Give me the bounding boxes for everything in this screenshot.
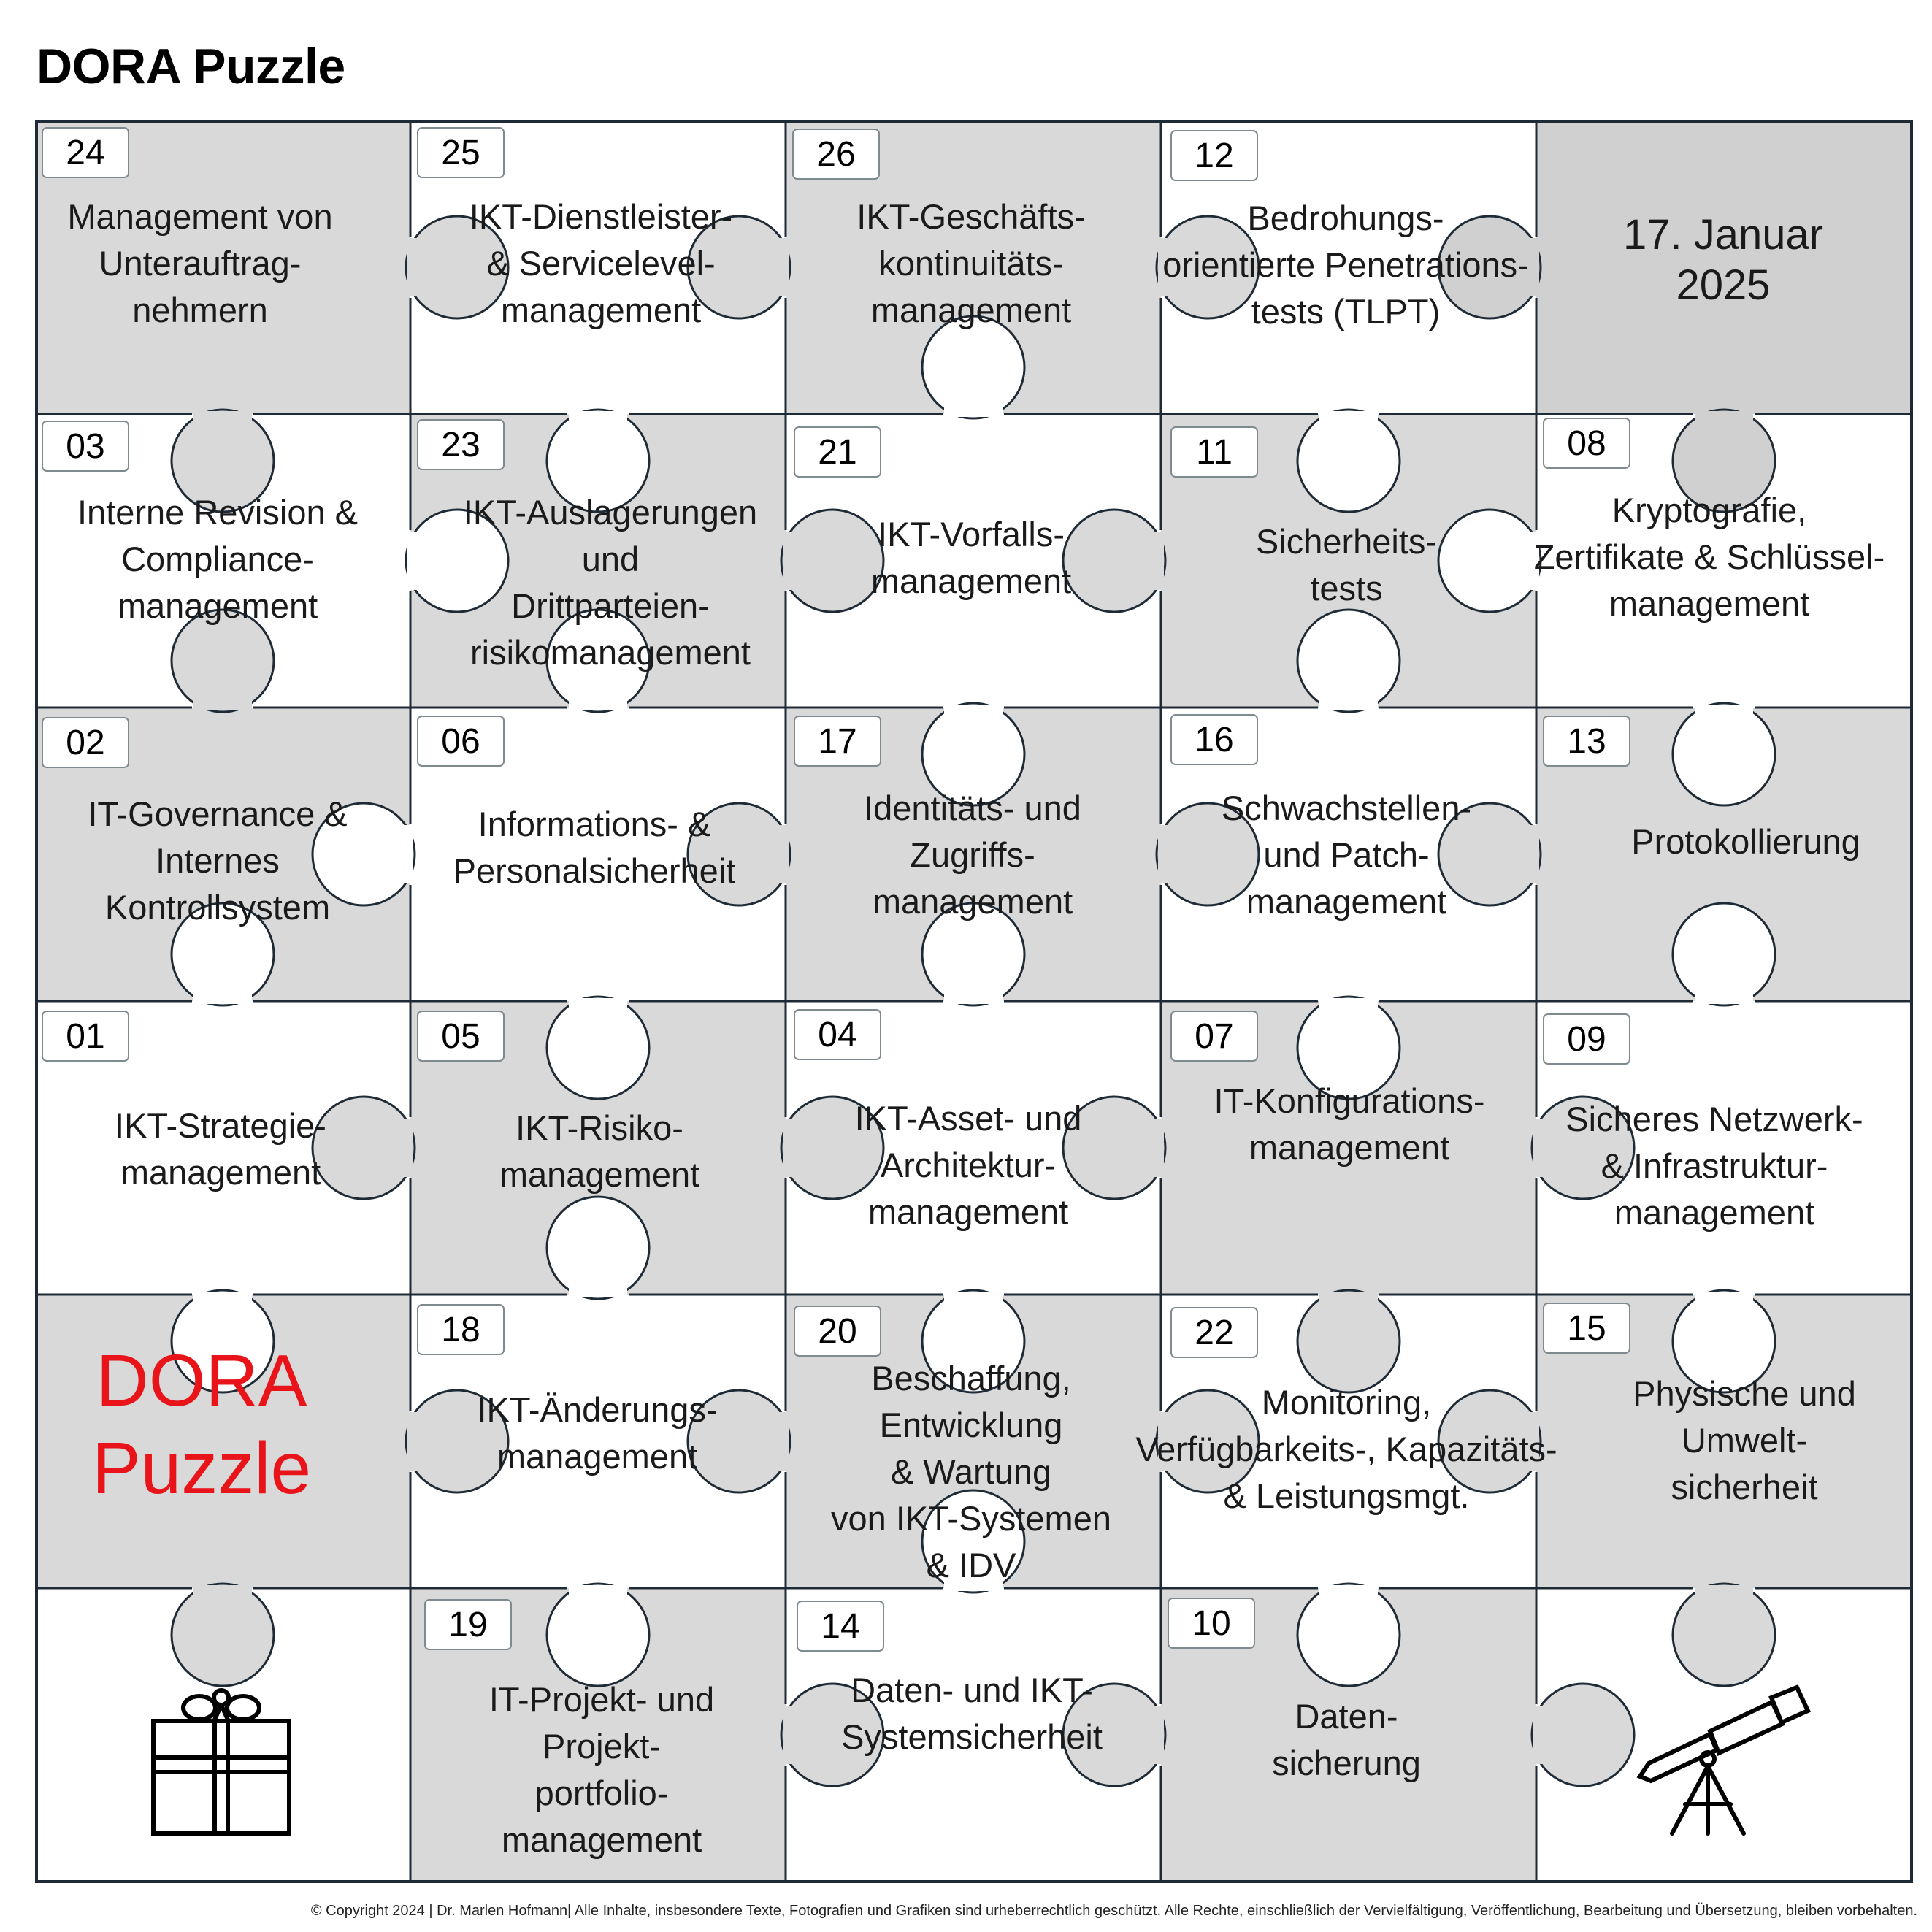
piece-number: 19 xyxy=(448,1606,488,1644)
knob-neck xyxy=(193,1292,252,1309)
knob-neck xyxy=(193,986,252,1004)
dora-label-line1: DORA xyxy=(96,1340,307,1422)
piece-label-line: von IKT-Systemen xyxy=(831,1499,1111,1538)
piece-label-line: management xyxy=(499,1155,700,1194)
piece-label-line: Sicheres Netzwerk- xyxy=(1565,1100,1863,1138)
piece-number: 05 xyxy=(441,1017,480,1056)
knob-neck xyxy=(944,705,1003,722)
piece-label-line: Projekt- xyxy=(543,1727,661,1766)
knob-neck xyxy=(1522,825,1539,883)
piece-label-line: management xyxy=(120,1153,321,1192)
piece-label-line: sicherung xyxy=(1272,1744,1421,1782)
piece-number: 13 xyxy=(1567,722,1606,761)
piece-label-line: tests (TLPT) xyxy=(1251,292,1441,331)
knob-neck xyxy=(396,825,413,883)
piece-number: 08 xyxy=(1567,424,1606,463)
knob-neck xyxy=(783,1706,800,1764)
piece-number: 11 xyxy=(1196,433,1233,472)
piece-label-line: Drittparteien- xyxy=(511,586,710,625)
piece-label-line: Schwachstellen- xyxy=(1221,789,1472,827)
piece-label-line: Kryptografie, xyxy=(1611,491,1807,529)
piece-label-line: Zertifikate & Schlüssel- xyxy=(1533,537,1885,576)
knob-neck xyxy=(944,986,1003,1004)
knob-neck xyxy=(1158,825,1176,883)
piece-label-line: Physische und xyxy=(1633,1374,1856,1413)
piece-label-line: und xyxy=(581,540,640,578)
piece-label-line: Personalsicherheit xyxy=(453,851,736,890)
knob-neck xyxy=(193,1585,252,1603)
piece-label-line: IKT-Vorfalls- xyxy=(878,515,1065,553)
piece-label-line: Interne Revision & xyxy=(77,493,359,532)
piece-label-line: Daten- xyxy=(1295,1697,1398,1736)
piece-number: 16 xyxy=(1195,721,1234,759)
knob-neck xyxy=(1695,411,1753,429)
knob-neck xyxy=(193,693,252,710)
piece-number: 03 xyxy=(66,427,105,466)
piece-label-line: Daten- und IKT- xyxy=(851,1671,1093,1709)
knob-neck xyxy=(783,1119,800,1177)
piece-number: 18 xyxy=(441,1311,480,1349)
piece-number: 14 xyxy=(821,1607,860,1646)
piece-label-line: sicherheit xyxy=(1671,1468,1818,1506)
piece-label-line: management xyxy=(870,561,1072,600)
piece-label-line: kontinuitäts- xyxy=(878,244,1064,283)
knob-neck xyxy=(1319,1585,1378,1603)
piece-label-line: management xyxy=(117,586,318,625)
piece-label-line: Kontrollsystem xyxy=(104,888,331,927)
knob-neck xyxy=(1319,1292,1378,1309)
piece-number: 20 xyxy=(818,1312,857,1351)
knob-neck xyxy=(771,238,789,296)
piece-label-line: IKT-Auslagerungen xyxy=(463,493,758,532)
piece-label-line: orientierte Penetrations- xyxy=(1162,245,1529,284)
piece-number: 17 xyxy=(818,722,857,761)
dora-label-line2: Puzzle xyxy=(91,1427,312,1509)
piece-number: 23 xyxy=(441,426,480,464)
piece-number: 09 xyxy=(1567,1020,1606,1059)
piece-label-line: Beschaffung, xyxy=(871,1359,1071,1398)
knob-neck xyxy=(944,1292,1003,1309)
knob-neck xyxy=(783,532,800,590)
piece-number: 25 xyxy=(441,134,480,172)
knob-neck xyxy=(407,532,425,590)
piece-number: 01 xyxy=(66,1017,105,1056)
knob-neck xyxy=(407,1412,425,1471)
piece-number: 22 xyxy=(1195,1314,1234,1352)
piece-label-line: IKT-Strategie- xyxy=(115,1106,326,1145)
piece-number: 26 xyxy=(816,135,856,174)
knob-neck xyxy=(1319,998,1378,1016)
knob-neck xyxy=(407,238,425,296)
piece-number: 21 xyxy=(818,433,857,472)
knob-neck xyxy=(1319,693,1378,710)
date-label-line1: 17. Januar xyxy=(1622,211,1824,258)
piece-label-line: und Patch- xyxy=(1263,835,1430,874)
piece-label-line: management xyxy=(867,1192,1069,1231)
piece-label-line: IT-Governance & xyxy=(88,794,348,833)
knob-neck xyxy=(569,1585,627,1603)
knob-neck xyxy=(1695,1292,1753,1309)
knob-neck xyxy=(1533,1119,1551,1177)
date-label-line2: 2025 xyxy=(1676,261,1771,309)
piece-label-line: Systemsicherheit xyxy=(841,1717,1103,1756)
piece-number: 10 xyxy=(1192,1604,1231,1643)
knob-neck xyxy=(1695,1585,1753,1603)
knob-neck xyxy=(396,1119,413,1177)
page-title: DORA Puzzle xyxy=(37,39,345,94)
knob-neck xyxy=(1146,1119,1164,1177)
piece-label-line: Monitoring, xyxy=(1261,1383,1432,1422)
knob-neck xyxy=(193,411,252,429)
piece-label-line: IKT-Asset- und xyxy=(854,1099,1082,1138)
piece-label-line: management xyxy=(1609,584,1810,623)
knob-neck xyxy=(569,693,627,710)
piece-label-line: Bedrohungs- xyxy=(1247,199,1444,237)
puzzle-board xyxy=(35,120,1913,1883)
piece-label-line: IKT-Geschäfts- xyxy=(856,197,1086,236)
piece-label-line: & Infrastruktur- xyxy=(1601,1146,1828,1185)
knob-neck xyxy=(771,1412,789,1471)
piece-label-line: management xyxy=(870,291,1072,329)
piece-number: 07 xyxy=(1195,1017,1234,1056)
piece-label-line: IT-Projekt- und xyxy=(488,1680,715,1719)
piece-label-line: IKT-Änderungs- xyxy=(477,1390,718,1429)
piece-label-line: management xyxy=(872,882,1073,921)
piece-label-line: management xyxy=(500,291,702,329)
piece-label-line: Umwelt- xyxy=(1681,1421,1808,1460)
piece-label-line: risikomanagement xyxy=(469,633,751,672)
knob-neck xyxy=(569,1280,627,1297)
piece-number: 04 xyxy=(818,1016,857,1054)
piece-label-line: Compliance- xyxy=(121,540,314,578)
piece-label-line: management xyxy=(501,1820,702,1859)
piece-label-line: Entwicklung xyxy=(879,1406,1063,1444)
knob-neck xyxy=(1533,1706,1551,1764)
piece-label-line: portfolio- xyxy=(534,1774,669,1812)
piece-label-line: Unterauftrag- xyxy=(99,244,302,283)
piece-label-line: Sicherheits- xyxy=(1255,522,1438,561)
piece-label-line: Identitäts- und xyxy=(864,789,1081,827)
knob-neck xyxy=(944,399,1003,417)
copyright-notice: © Copyright 2024 | Dr. Marlen Hofmann| Alle Inhalte, insbesondere Texte, Fotografien und Grafiken sind urheberrechtlich geschützt. Alle Rechte, einschließlich der Vervielfältigung, Veröffentlichung, Bearbeitung und Übersetzung, bleiben vorbehalten. xyxy=(310,1903,1917,1919)
piece-label-line: & Wartung xyxy=(890,1452,1052,1491)
knob-neck xyxy=(569,998,627,1016)
knob-neck xyxy=(1146,1706,1164,1764)
piece-label-line: Architektur- xyxy=(880,1146,1057,1184)
piece-label-line: nehmern xyxy=(132,291,268,329)
piece-label-line: Zugriffs- xyxy=(910,835,1035,874)
piece-label-line: & Servicelevel- xyxy=(486,244,716,283)
piece-label-line: Informations- & xyxy=(478,805,711,843)
piece-number: 06 xyxy=(441,722,480,761)
knob-neck xyxy=(1695,986,1753,1004)
piece-label-line: Protokollierung xyxy=(1631,822,1860,861)
piece-label-line: Verfügbarkeits-, Kapazitäts- xyxy=(1135,1430,1557,1468)
knob-neck xyxy=(1146,532,1164,590)
piece-label-line: & Leistungsmgt. xyxy=(1223,1476,1470,1515)
piece-label-line: management xyxy=(497,1437,698,1476)
knob-neck xyxy=(569,411,627,429)
knob-neck xyxy=(1695,705,1753,722)
piece-label-line: IKT-Risiko- xyxy=(515,1108,683,1147)
piece-label-line: Management von xyxy=(67,197,333,236)
piece-label-line: management xyxy=(1614,1193,1815,1232)
piece-label-line: tests xyxy=(1310,569,1383,607)
piece-label-line: IKT-Dienstleister- xyxy=(469,197,733,236)
knob-neck xyxy=(1319,411,1378,429)
piece-number: 15 xyxy=(1567,1309,1606,1348)
piece-number: 24 xyxy=(66,134,105,172)
piece-number: 02 xyxy=(66,724,105,762)
piece-label-line: management xyxy=(1246,882,1447,921)
piece-label-line: management xyxy=(1249,1128,1450,1167)
piece-label-line: & IDV xyxy=(926,1546,1016,1584)
piece-number: 12 xyxy=(1195,137,1234,175)
piece-label-line: Internes xyxy=(156,841,280,880)
piece-label-line: IT-Konfigurations- xyxy=(1214,1081,1485,1120)
knob-neck xyxy=(771,825,789,883)
